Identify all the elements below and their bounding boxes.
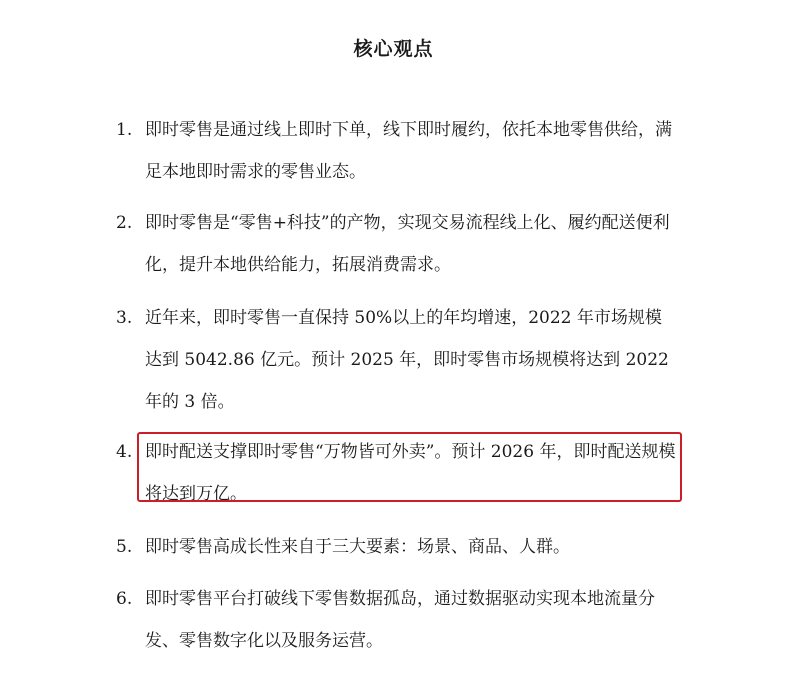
list-number: 1. — [116, 120, 133, 140]
highlight-box — [137, 432, 682, 502]
list-item-5 — [116, 526, 676, 568]
list-number: 3. — [116, 308, 133, 328]
list-text: 即时配送支撑即时零售“万物皆可外卖”。预计 2026 年，即时配送规模将达到万亿。 — [145, 442, 676, 504]
list-text: 近年来，即时零售一直保持 50%以上的年均增速，2022 年市场规模达到 5042.86 亿元。预计 2025 年，即时零售市场规模将达到 2022 年的 3 倍。 — [145, 308, 669, 412]
list-text: 即时零售高成长性来自于三大要素：场景、商品、人群。 — [145, 537, 570, 557]
page-title: 核心观点 — [353, 38, 434, 60]
list-number: 6. — [116, 589, 133, 609]
list-text: 即时零售平台打破线下零售数据孤岛，通过数据驱动实现本地流量分发、零售数字化以及服务运营。 — [145, 589, 655, 651]
list-item-3 — [116, 297, 676, 423]
list-number: 2. — [116, 213, 133, 233]
list-text: 即时零售是“零售+科技”的产物，实现交易流程线上化、履约配送便利化，提升本地供给能力，拓展消费需求。 — [145, 213, 670, 275]
list-item-2 — [116, 202, 676, 286]
list-item-6 — [116, 578, 676, 662]
list-text: 即时零售是通过线上即时下单，线下即时履约，依托本地零售供给，满足本地即时需求的零售业态。 — [145, 120, 672, 182]
list-number: 5. — [116, 537, 133, 557]
list-number: 4. — [116, 442, 133, 462]
list-item-1 — [116, 109, 676, 193]
